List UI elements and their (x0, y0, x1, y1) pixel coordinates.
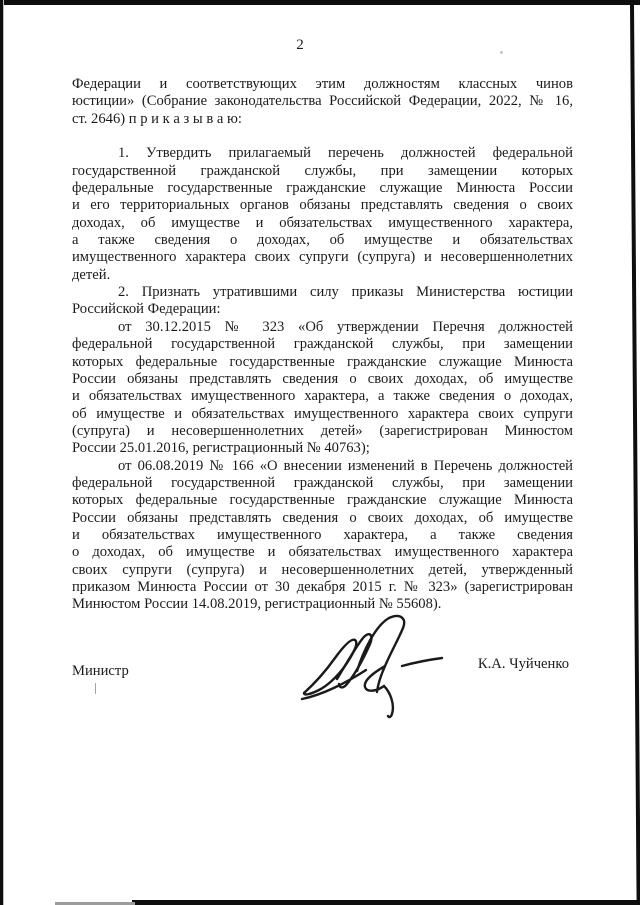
text-line: детей. (72, 266, 111, 283)
text-line: доходах, об имуществе и обязательствах имущественного характера, (72, 214, 573, 231)
minister-name: К.А. Чуйченко (477, 656, 569, 672)
text-line: об имуществе и обязательствах имущественного характера своих супруги (72, 405, 573, 422)
text-line: и его территориальных органов обязаны представлять сведения о своих (72, 197, 573, 214)
text-line: от 30.12.2015 № 323 «Об утверждении Перечня должностей (118, 318, 573, 335)
page-number: 2 (296, 37, 304, 53)
text-paragraph-p2 (72, 284, 573, 319)
scan-speck (95, 683, 96, 694)
text-line: Российской Федерации: (72, 301, 221, 318)
text-line: 1. Утвердить прилагаемый перечень должностей федеральной (118, 145, 573, 162)
scan-border-bottom (132, 900, 640, 905)
text-line: государственной гражданской службы, при замещении которых (72, 162, 573, 179)
scan-border-left-shadow (3, 0, 4, 905)
text-line: которых федеральные государственные гражданские служащие Минюста (72, 353, 573, 370)
text-line: приказом Минюста России от 30 декабря 2015 г. № 323» (зарегистрирован (72, 578, 573, 595)
text-line: от 06.08.2019 № 166 «О внесении изменений в Перечень должностей (118, 457, 573, 474)
text-line: которых федеральные государственные гражданские служащие Минюста (72, 492, 573, 509)
text-line: (супруга) и несовершеннолетних детей» (зарегистрирован Минюстом (72, 422, 573, 439)
text-paragraph-p4 (72, 458, 573, 614)
text-line: федеральной государственной гражданской службы, при замещении (72, 474, 573, 491)
text-paragraph-p1 (72, 145, 573, 284)
text-line: о доходах, об имуществе и обязательствах имущественного характера (72, 544, 573, 561)
text-line: а также сведения о доходах, об имуществе и обязательствах (72, 232, 573, 249)
scan-border-right (630, 4, 640, 905)
text-line: России обязаны представлять сведения о своих доходах, об имуществе (72, 370, 573, 387)
text-line: имущественного характера своих супруги (супруга) и несовершеннолетних (72, 249, 573, 266)
text-paragraph-p3 (72, 319, 573, 458)
text-line: России обязаны представлять сведения о своих доходах, об имуществе (72, 509, 573, 526)
text-line: федеральной государственной гражданской службы, при замещении (72, 336, 573, 353)
text-line: России 25.01.2016, регистрационный № 40763); (72, 440, 370, 457)
text-line: и обязательствах имущественного характера, а также сведения (72, 526, 573, 543)
text-line: федеральные государственные гражданские служащие Минюста России (72, 180, 573, 197)
text-paragraph-intro (72, 76, 573, 128)
signature-icon (300, 613, 450, 723)
text-line: 2. Признать утратившими силу приказы Министерства юстиции (118, 284, 573, 301)
minister-title: Министр (72, 663, 129, 679)
text-line: ст. 2646) п р и к а з ы в а ю: (72, 110, 242, 127)
text-line: Федерации и соответствующих этим должностям классных чинов (72, 76, 573, 92)
scan-border-top (0, 0, 640, 5)
text-line: своих супруги (супруга) и несовершеннолетних детей, утвержденный (72, 561, 573, 578)
text-line: юстиции» (Собрание законодательства Российской Федерации, 2022, № 16, (72, 93, 573, 110)
text-line: и обязательствах имущественного характера, а также сведения о доходах, (72, 388, 573, 405)
document-body (72, 76, 573, 614)
text-line: Минюстом России 14.08.2019, регистрационный № 55608). (72, 596, 442, 613)
